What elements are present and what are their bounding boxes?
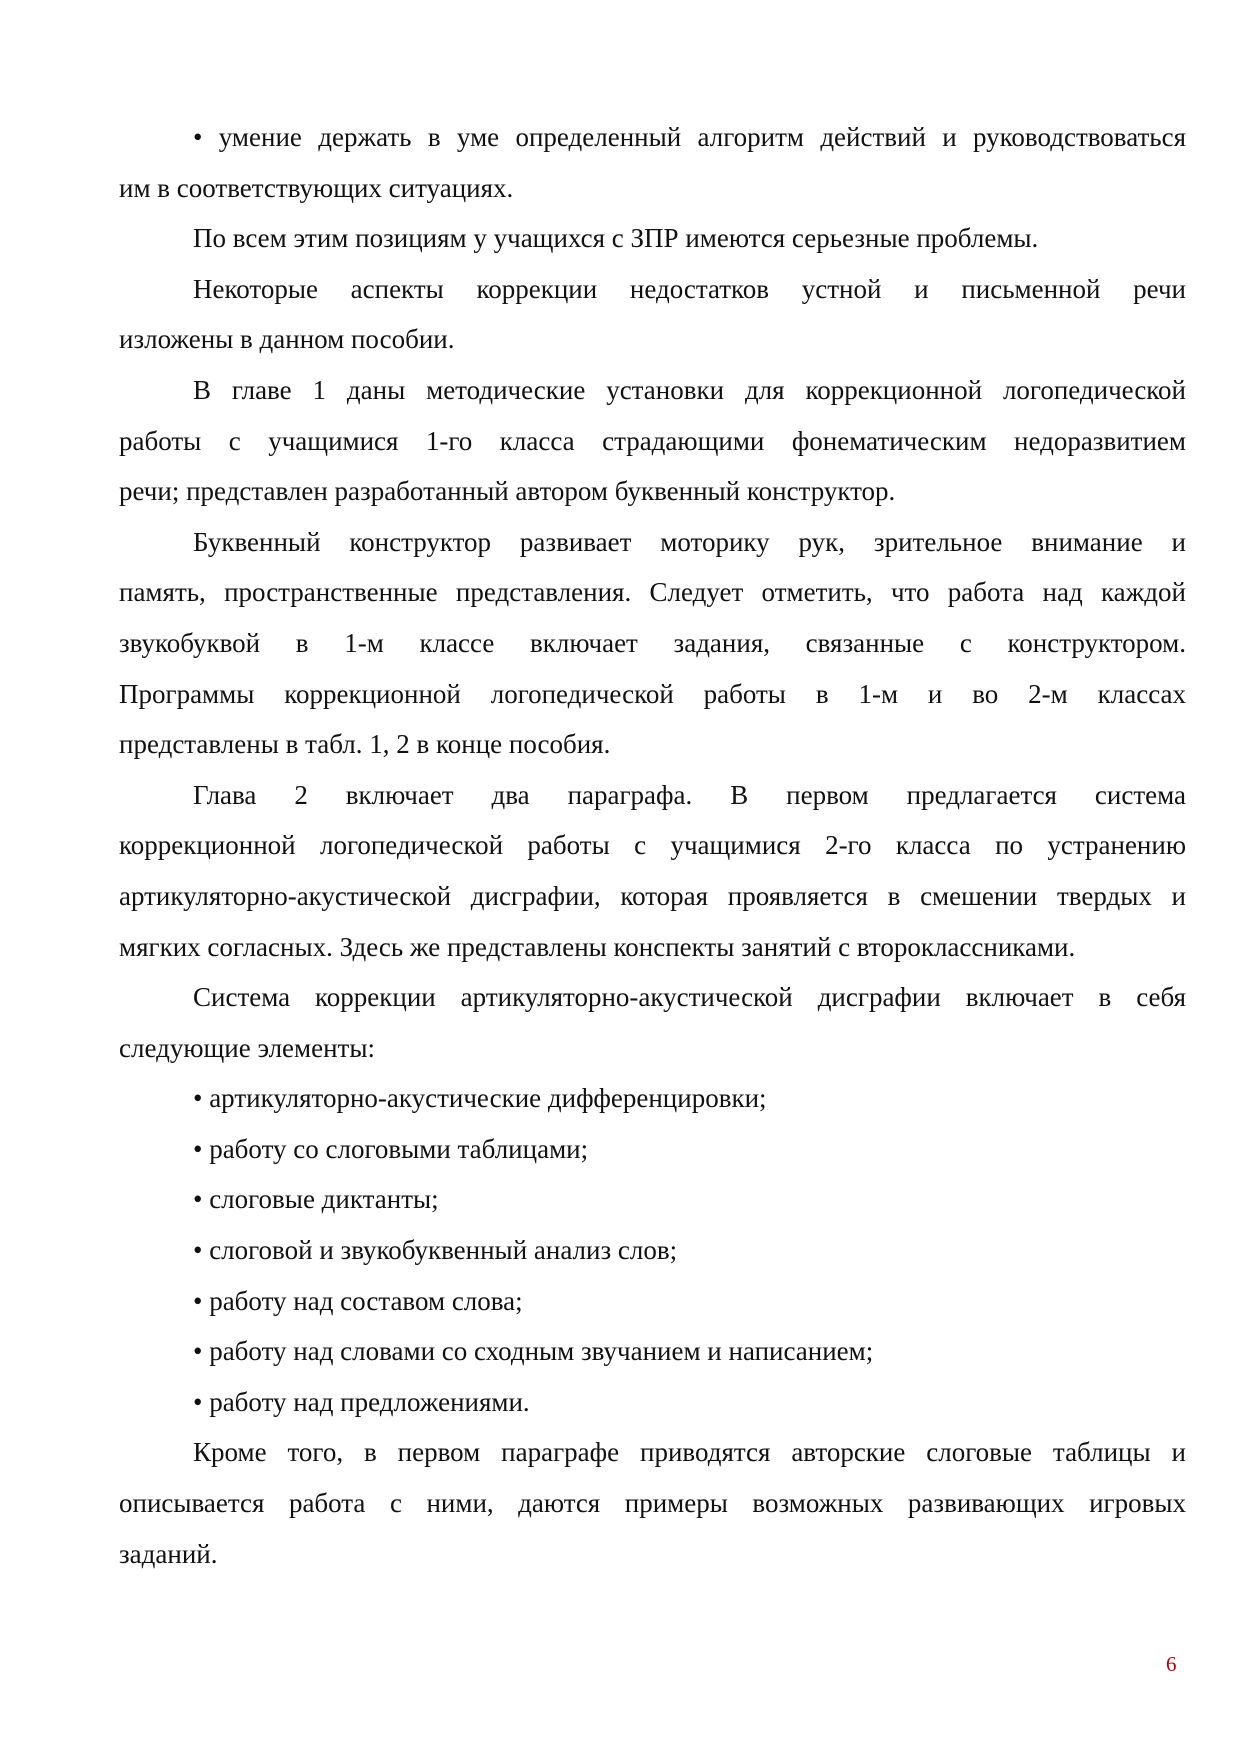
paragraph (119, 264, 1186, 365)
text-line: Кроме того, в первом параграфе приводятся авторские слоговые таблицы и (193, 1437, 1186, 1468)
text-line: звукобуквой в 1-м классе включает задания, связанные с конструктором. (119, 627, 1186, 658)
text-line: • артикуляторно-акустические дифференцировки; (193, 1083, 767, 1114)
paragraph (119, 1174, 1186, 1225)
paragraph (119, 770, 1186, 972)
paragraph (119, 1427, 1186, 1579)
text-line: Буквенный конструктор развивает моторику рук, зрительное внимание и (193, 526, 1186, 557)
text-line: артикуляторно-акустической дисграфии, которая проявляется в смешении твердых и (119, 880, 1186, 911)
paragraph (119, 1276, 1186, 1327)
text-line: заданий. (119, 1538, 218, 1569)
text-line: представлены в табл. 1, 2 в конце пособия. (119, 729, 611, 760)
text-line: • слоговой и звукобуквенный анализ слов; (193, 1235, 678, 1266)
text-line: По всем этим позициям у учащихся с ЗПР имеются серьезные проблемы. (193, 223, 1039, 254)
text-line: речи; представлен разработанный автором буквенный конструктор. (119, 476, 896, 507)
text-line: В главе 1 даны методические установки для коррекционной логопедической (193, 374, 1186, 405)
document-body (119, 112, 1186, 1579)
text-line: • слоговые диктанты; (193, 1184, 439, 1215)
text-line: работы с учащимися 1-го класса страдающими фонематическим недоразвитием (119, 425, 1186, 456)
paragraph (119, 213, 1186, 264)
text-line: им в соответствующих ситуациях. (119, 172, 514, 203)
text-line: Система коррекции артикуляторно-акустической дисграфии включает в себя (193, 982, 1186, 1013)
paragraph (119, 1073, 1186, 1124)
paragraph (119, 1225, 1186, 1276)
paragraph (119, 1124, 1186, 1175)
page-number: 6 (1166, 1652, 1177, 1676)
text-line: • работу над составом слова; (193, 1285, 523, 1316)
paragraph (119, 972, 1186, 1073)
text-line: • работу над словами со сходным звучанием и написанием; (193, 1336, 874, 1367)
paragraph (119, 517, 1186, 770)
text-line: • умение держать в уме определенный алгоритм действий и руководствоваться (193, 122, 1186, 152)
text-line: мягких согласных. Здесь же представлены конспекты занятий с второклассниками. (119, 931, 1076, 962)
paragraph (119, 112, 1186, 213)
text-line: описывается работа с ними, даются примеры возможных развивающих игровых (119, 1488, 1186, 1519)
text-line: коррекционной логопедической работы с учащимися 2-го класса по устранению (119, 830, 1186, 861)
text-line: память, пространственные представления. Следует отметить, что работа над каждой (119, 577, 1186, 608)
text-line: • работу над предложениями. (193, 1386, 530, 1417)
text-line: Некоторые аспекты коррекции недостатков устной и письменной речи (193, 273, 1186, 304)
text-line: • работу со слоговыми таблицами; (193, 1133, 589, 1164)
text-line: Программы коррекционной логопедической работы в 1-м и во 2-м классах (119, 678, 1186, 709)
text-line: изложены в данном пособии. (119, 324, 455, 355)
paragraph (119, 365, 1186, 517)
paragraph (119, 1326, 1186, 1377)
text-line: следующие элементы: (119, 1032, 375, 1063)
paragraph (119, 1377, 1186, 1428)
text-line: Глава 2 включает два параграфа. В первом предлагается система (193, 779, 1186, 810)
